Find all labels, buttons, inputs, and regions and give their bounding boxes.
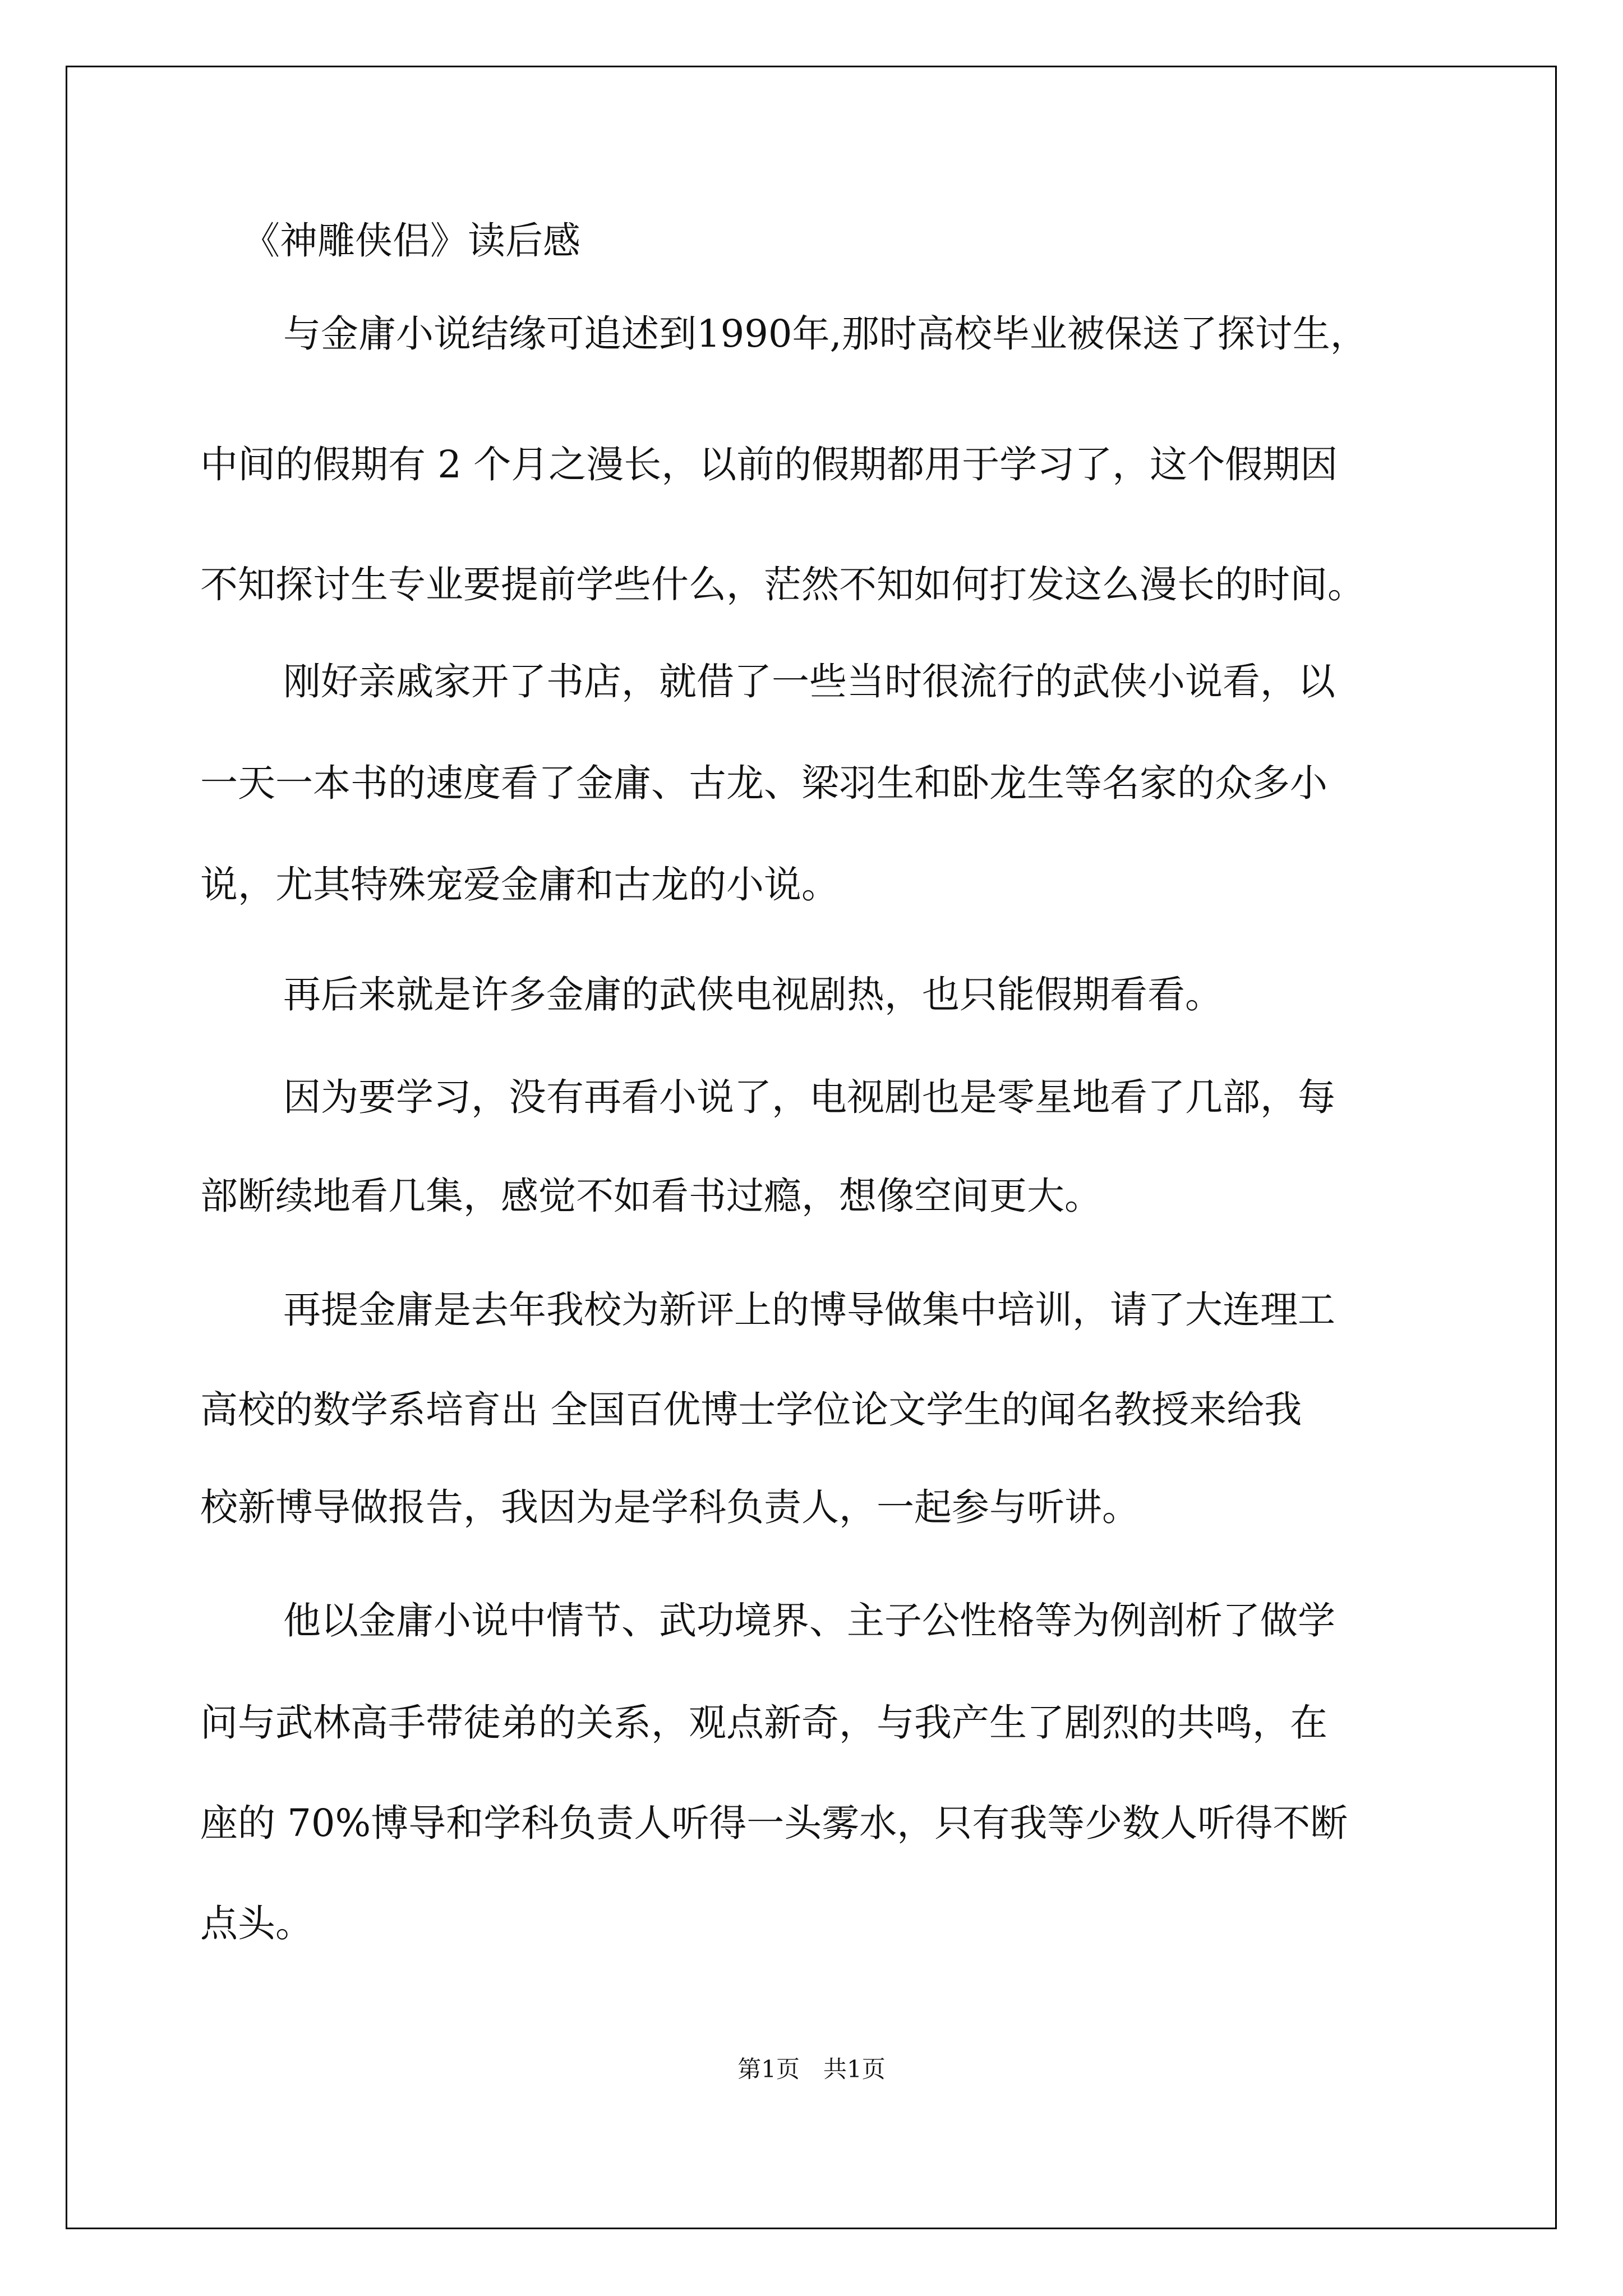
body-line: 校新博导做报告，我因为是学科负责人，一起参与听讲。: [200, 1485, 1140, 1529]
body-line: 部断续地看几集，感觉不如看书过瘾，想像空间更大。: [200, 1174, 1102, 1218]
body-line: 刚好亲戚家开了书店，就借了一些当时很流行的武侠小说看，以: [283, 660, 1335, 703]
page-footer: 第1页 共1页: [737, 2055, 886, 2083]
body-line: 高校的数学系培育出 全国百优博士学位论文学生的闻名教授来给我: [200, 1388, 1302, 1432]
body-line: 再后来就是许多金庸的武侠电视剧热，也只能假期看看。: [283, 973, 1223, 1016]
body-line: 座的 70%博导和学科负责人听得一头雾水，只有我等少数人听得不断: [200, 1801, 1348, 1845]
body-line: 再提金庸是去年我校为新评上的博导做集中培训，请了大连理工: [283, 1288, 1335, 1332]
body-line: 因为要学习，没有再看小说了，电视剧也是零星地看了几部，每: [283, 1075, 1335, 1119]
body-line: 中间的假期有 2 个月之漫长，以前的假期都用于学习了，这个假期因: [200, 443, 1338, 486]
body-line: 一天一本书的速度看了金庸、古龙、梁羽生和卧龙生等名家的众多小: [200, 761, 1327, 805]
body-line: 说，尤其特殊宠爱金庸和古龙的小说。: [200, 863, 839, 907]
body-line: 他以金庸小说中情节、武功境界、主子公性格等为例剖析了做学: [283, 1599, 1335, 1642]
document-title: 《神雕侠侣》读后感: [242, 219, 580, 263]
body-line: 与金庸小说结缘可追述到1990年,那时高校毕业被保送了探讨生，: [283, 312, 1368, 356]
body-line: 点头。: [200, 1902, 313, 1945]
body-line: 问与武林高手带徒弟的关系，观点新奇，与我产生了剧烈的共鸣，在: [200, 1701, 1327, 1745]
body-line: 不知探讨生专业要提前学些什么，茫然不知如何打发这么漫长的时间。: [200, 563, 1365, 606]
